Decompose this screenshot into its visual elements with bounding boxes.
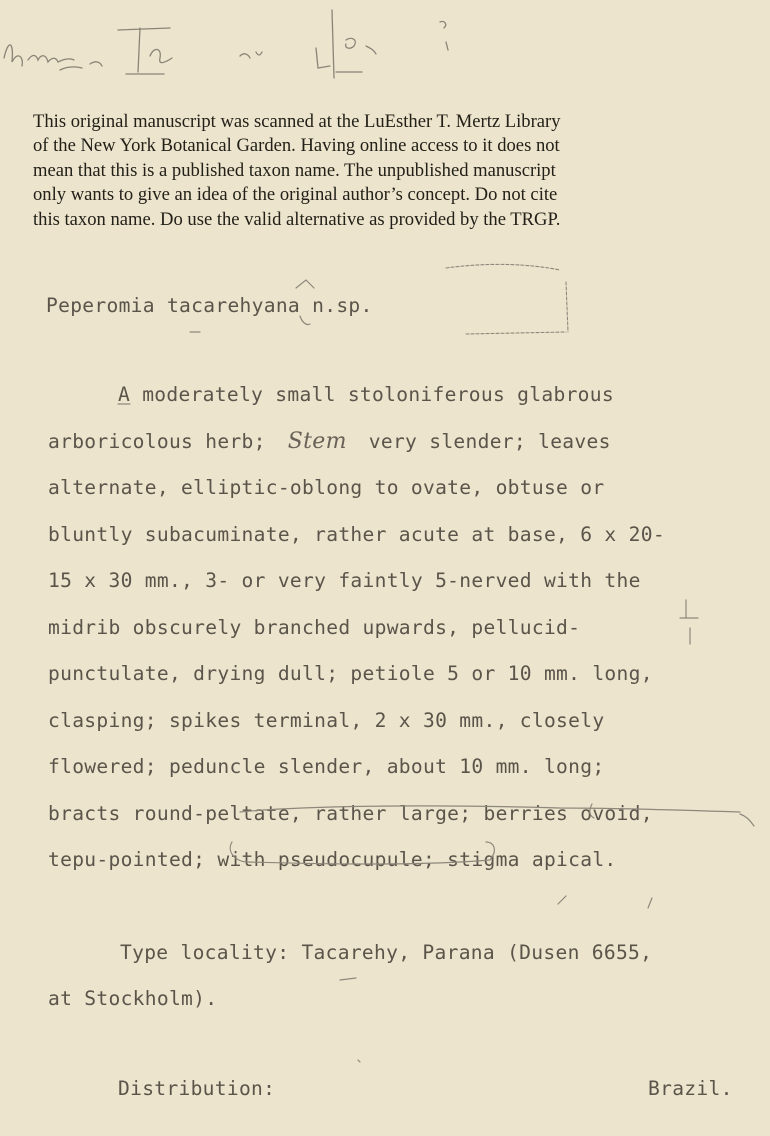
description-line-3: alternate, elliptic-oblong to ovate, obtuse or	[48, 476, 605, 499]
type-locality-line-2: at Stockholm).	[48, 987, 218, 1010]
notice-line-3: mean that this is a published taxon name. The unpublished manuscript	[33, 159, 556, 181]
description-line-9: flowered; peduncle slender, about 10 mm. long;	[48, 755, 605, 778]
description-line-2	[48, 427, 768, 474]
library-notice	[33, 110, 663, 232]
description-line-6: midrib obscurely branched upwards, pellucid-	[48, 615, 581, 639]
description-line-4: bluntly subacuminate, rather acute at base, 6 x 20-	[48, 522, 665, 546]
species-title: Peperomia tacarehyana n.sp.	[46, 294, 373, 317]
description-line-2a: arboricolous herb;	[48, 429, 266, 453]
handwritten-stem-insert: Stem	[287, 428, 347, 454]
species-description	[48, 380, 768, 892]
description-line-8: clasping; spikes terminal, 2 x 30 mm., closely	[48, 708, 605, 732]
description-line-1: A moderately small stoloniferous glabrous	[118, 383, 614, 406]
notice-line-1: This original manuscript was scanned at the LuEsther T. Mertz Library	[33, 111, 561, 132]
distribution-label: Distribution:	[118, 1077, 276, 1100]
description-line-7: punctulate, drying dull; petiole 5 or 10 mm. long,	[48, 662, 653, 685]
notice-line-2: of the New York Botanical Garden. Having online access to it does not	[33, 135, 560, 157]
description-line-11: tepu-pointed; with pseudocupule; stigma apical.	[48, 848, 617, 871]
description-line-2b: very slender; leaves	[368, 429, 611, 453]
description-line-10: bracts round-peltate, rather large; berries ovoid,	[48, 801, 653, 825]
notice-line-4: only wants to give an idea of the original author’s concept. Do not cite	[33, 184, 558, 206]
distribution-value: Brazil.	[648, 1077, 733, 1100]
description-line-5: 15 x 30 mm., 3- or very faintly 5-nerved with the	[48, 569, 641, 592]
notice-line-5: this taxon name. Do use the valid alternative as provided by the TRGP.	[33, 208, 561, 230]
handwritten-annotation-top	[0, 0, 770, 95]
type-locality-line-1: Type locality: Tacarehy, Parana (Dusen 6655,	[120, 941, 653, 964]
